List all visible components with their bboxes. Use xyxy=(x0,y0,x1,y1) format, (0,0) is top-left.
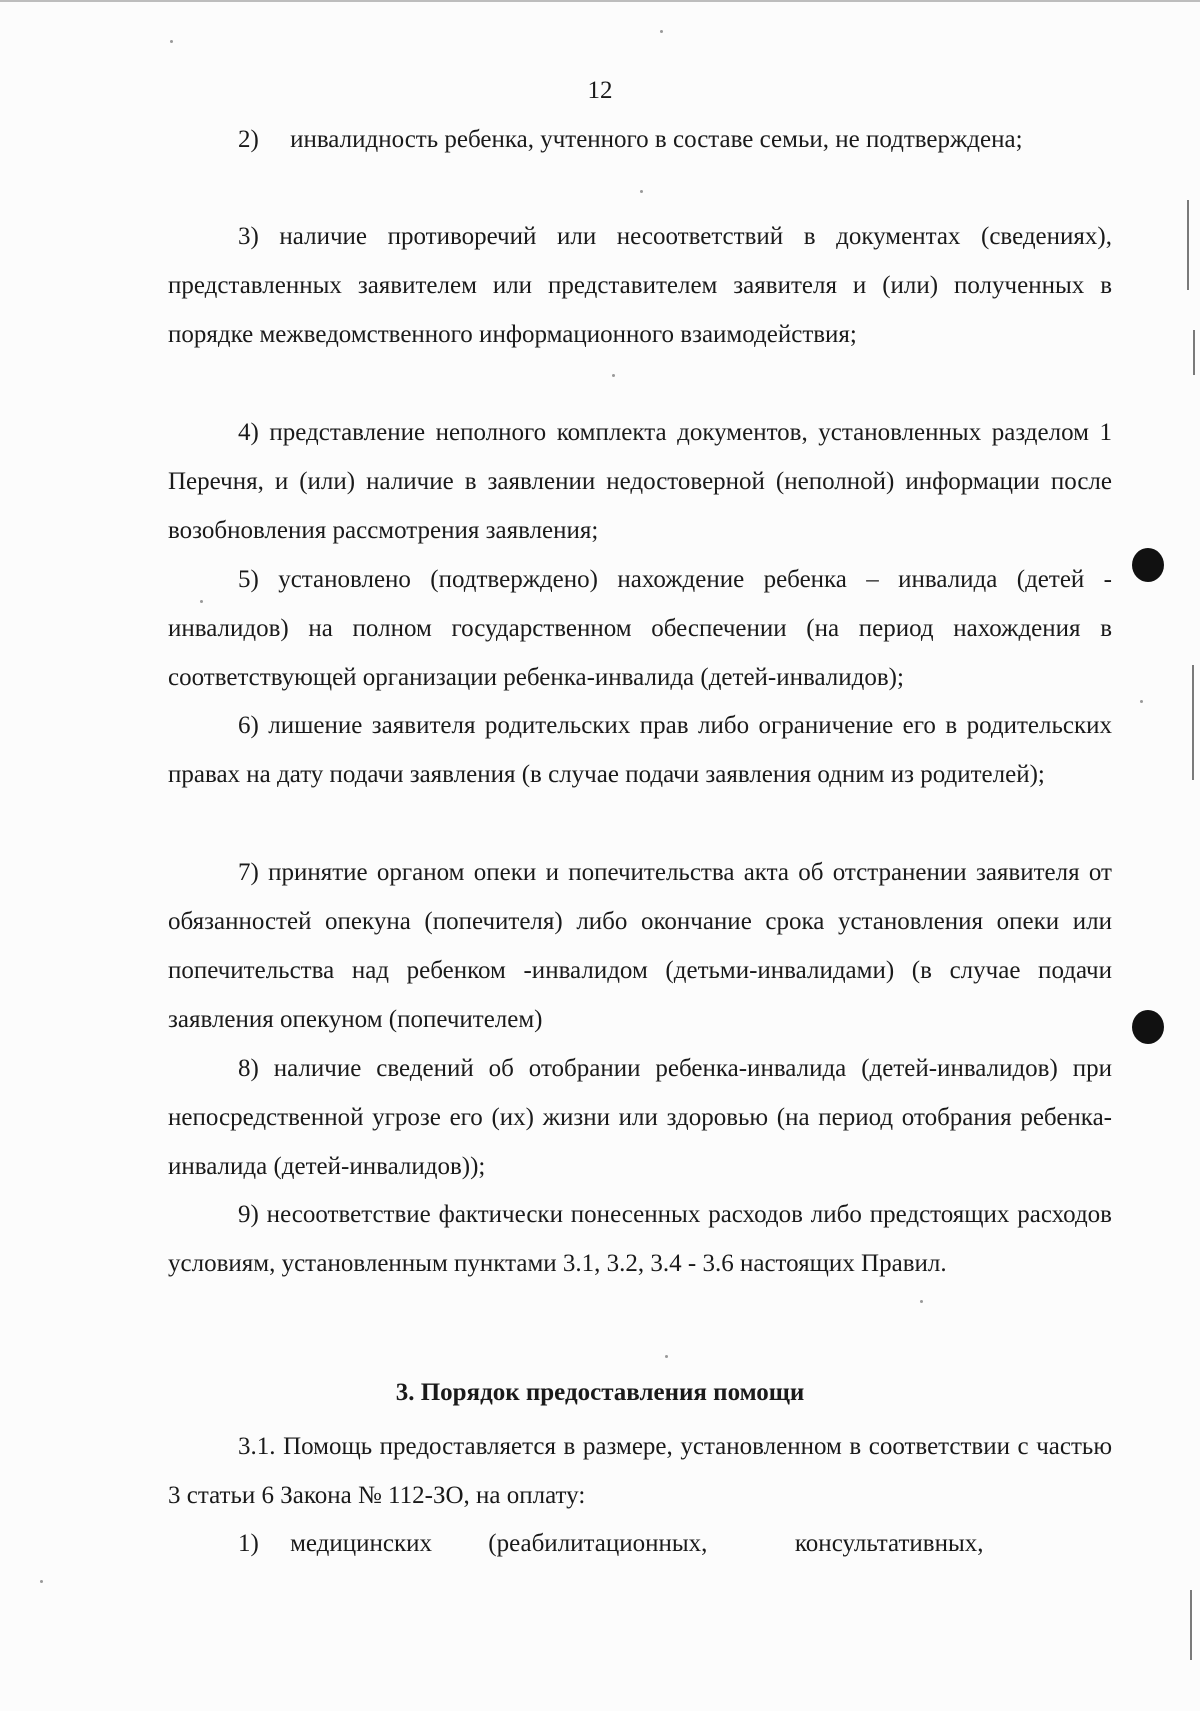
scan-edge-mark xyxy=(1190,1590,1192,1660)
list-item-4: 4) представление неполного комплекта документов, установленных разделом 1 Перечня, и (или) наличие в заявлении недостоверной (неполной) информации после возобновления рассмотрения заявления; xyxy=(168,419,1112,544)
scan-speck xyxy=(1140,700,1143,703)
page-number: 12 xyxy=(587,77,613,104)
scan-edge-mark xyxy=(1192,665,1194,780)
list-item-9: 9) несоответствие фактически понесенных расходов либо предстоящих расходов условиям, установленным пунктами 3.1, 3.2, 3.4 - 3.6 настоящих Правил. xyxy=(168,1201,1112,1277)
list-item-5: 5) установлено (подтверждено) нахождение ребенка – инвалида (детей - инвалидов) на полном государственном обеспечении (на период нахождения в соответствующей организации ребенка-инвалида (детей-инвалидов); xyxy=(168,566,1112,691)
scan-speck xyxy=(665,1355,668,1358)
scan-edge-mark xyxy=(1193,330,1195,375)
punch-hole-mark xyxy=(1132,548,1164,582)
list-item-6: 6) лишение заявителя родительских прав либо ограничение его в родительских правах на дату подачи заявления (в случае подачи заявления одним из родителей); xyxy=(168,712,1112,788)
scan-speck xyxy=(40,1580,43,1583)
list-item-8: 8) наличие сведений об отобрании ребенка-инвалида (детей-инвалидов) при непосредственной угрозе его (их) жизни или здоровью (на период отобрания ребенка-инвалида (детей-инвалидов)); xyxy=(168,1055,1112,1180)
scan-speck xyxy=(200,600,203,603)
scan-speck xyxy=(660,30,663,33)
punch-hole-mark xyxy=(1132,1010,1164,1044)
scan-speck xyxy=(920,1300,923,1303)
scan-edge-mark xyxy=(1187,200,1189,290)
section-list-item-1: 1) медицинских (реабилитационных, консультативных, xyxy=(238,1530,984,1557)
section-paragraph-3-1: 3.1. Помощь предоставляется в размере, установленном в соответствии с частью 3 статьи 6 Закона № 112-ЗО, на оплату: xyxy=(168,1433,1112,1509)
scan-speck xyxy=(640,190,643,193)
scan-speck xyxy=(612,374,615,377)
scan-top-edge xyxy=(0,0,1200,2)
list-item-7: 7) принятие органом опеки и попечительства акта об отстранении заявителя от обязанностей опекуна (попечителя) либо окончание срока установления опеки или попечительства над ребенком -инвалидом (детьми-инвалидами) (в случае подачи заявления опекуном (попечителем) xyxy=(168,859,1112,1033)
list-item-2: 2) инвалидность ребенка, учтенного в составе семьи, не подтверждена; xyxy=(238,126,1023,153)
section-heading: 3. Порядок предоставления помощи xyxy=(395,1379,805,1406)
list-item-3: 3) наличие противоречий или несоответствий в документах (сведениях), представленных заявителем или представителем заявителя и (или) полученных в порядке межведомственного информационного взаимодействия; xyxy=(168,223,1112,348)
scan-speck xyxy=(170,40,173,43)
